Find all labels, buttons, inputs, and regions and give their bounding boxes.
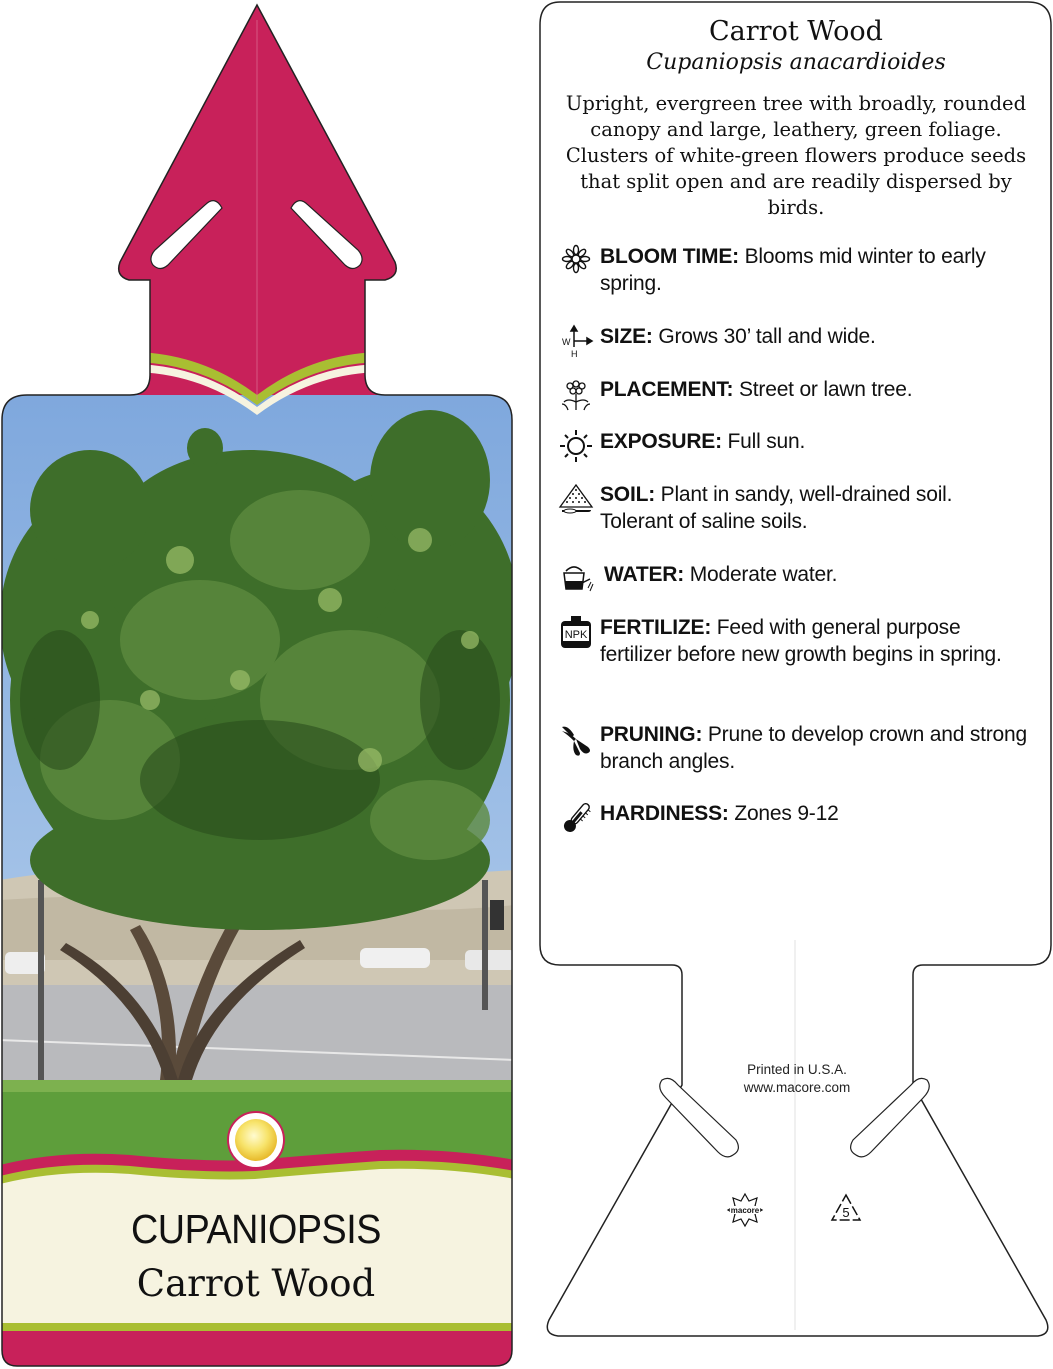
printed-info bbox=[712, 1061, 882, 1097]
thermometer-icon bbox=[558, 800, 594, 836]
macore-logo bbox=[728, 1194, 762, 1226]
care-item-size: W H SIZE: Grows 30’ tall and wide. bbox=[558, 323, 1028, 350]
care-item-placement: PLACEMENT: Street or lawn tree. bbox=[558, 376, 1028, 403]
front-genus-name: CUPANIOPSIS bbox=[131, 1206, 381, 1252]
front-common-name: Carrot Wood bbox=[136, 1262, 376, 1305]
svg-text:macore: macore bbox=[730, 1206, 760, 1215]
svg-text:H: H bbox=[571, 349, 578, 359]
care-item-bloom: BLOOM TIME: Blooms mid winter to early spring. bbox=[558, 243, 1028, 297]
placement-icon bbox=[558, 376, 594, 412]
watering-can-icon bbox=[558, 561, 594, 597]
svg-text:NPK: NPK bbox=[564, 629, 588, 641]
flower-icon bbox=[558, 243, 594, 279]
care-item-fertilize: NPK FERTILIZE: Feed with general purpose fertilizer before new growth begins in spring. bbox=[558, 614, 1028, 668]
care-item-soil: SOIL: Plant in sandy, well-drained soil. Tolerant of saline soils. bbox=[558, 481, 1028, 535]
sun-badge-icon bbox=[228, 1112, 284, 1168]
care-item-hardiness: HARDINESS: Zones 9-12 bbox=[558, 800, 1028, 827]
size-icon bbox=[558, 323, 594, 359]
printed-in: Printed in U.S.A. bbox=[747, 1062, 847, 1077]
back-description: Upright, evergreen tree with broadly, rounded canopy and large, leathery, green foliage. Clusters of white-green flowers produce seeds that split open and are readily dispersed by birds. bbox=[565, 92, 1027, 219]
care-item-exposure: EXPOSURE: Full sun. bbox=[558, 428, 1028, 455]
soil-icon bbox=[558, 481, 594, 517]
front-tag bbox=[0, 0, 515, 1369]
care-item-pruning: PRUNING: Prune to develop crown and strong branch angles. bbox=[558, 721, 1028, 775]
svg-text:5: 5 bbox=[842, 1205, 850, 1220]
care-item-water: WATER: Moderate water. bbox=[558, 561, 1028, 588]
sun-icon bbox=[558, 428, 594, 464]
pruners-icon bbox=[558, 721, 594, 757]
back-common-name: Carrot Wood bbox=[709, 16, 883, 47]
back-botanical-name: Cupaniopsis anacardioides bbox=[646, 50, 946, 75]
fertilizer-icon bbox=[558, 614, 594, 650]
website-link[interactable]: www.macore.com bbox=[743, 1080, 851, 1095]
svg-text:W: W bbox=[562, 337, 571, 347]
